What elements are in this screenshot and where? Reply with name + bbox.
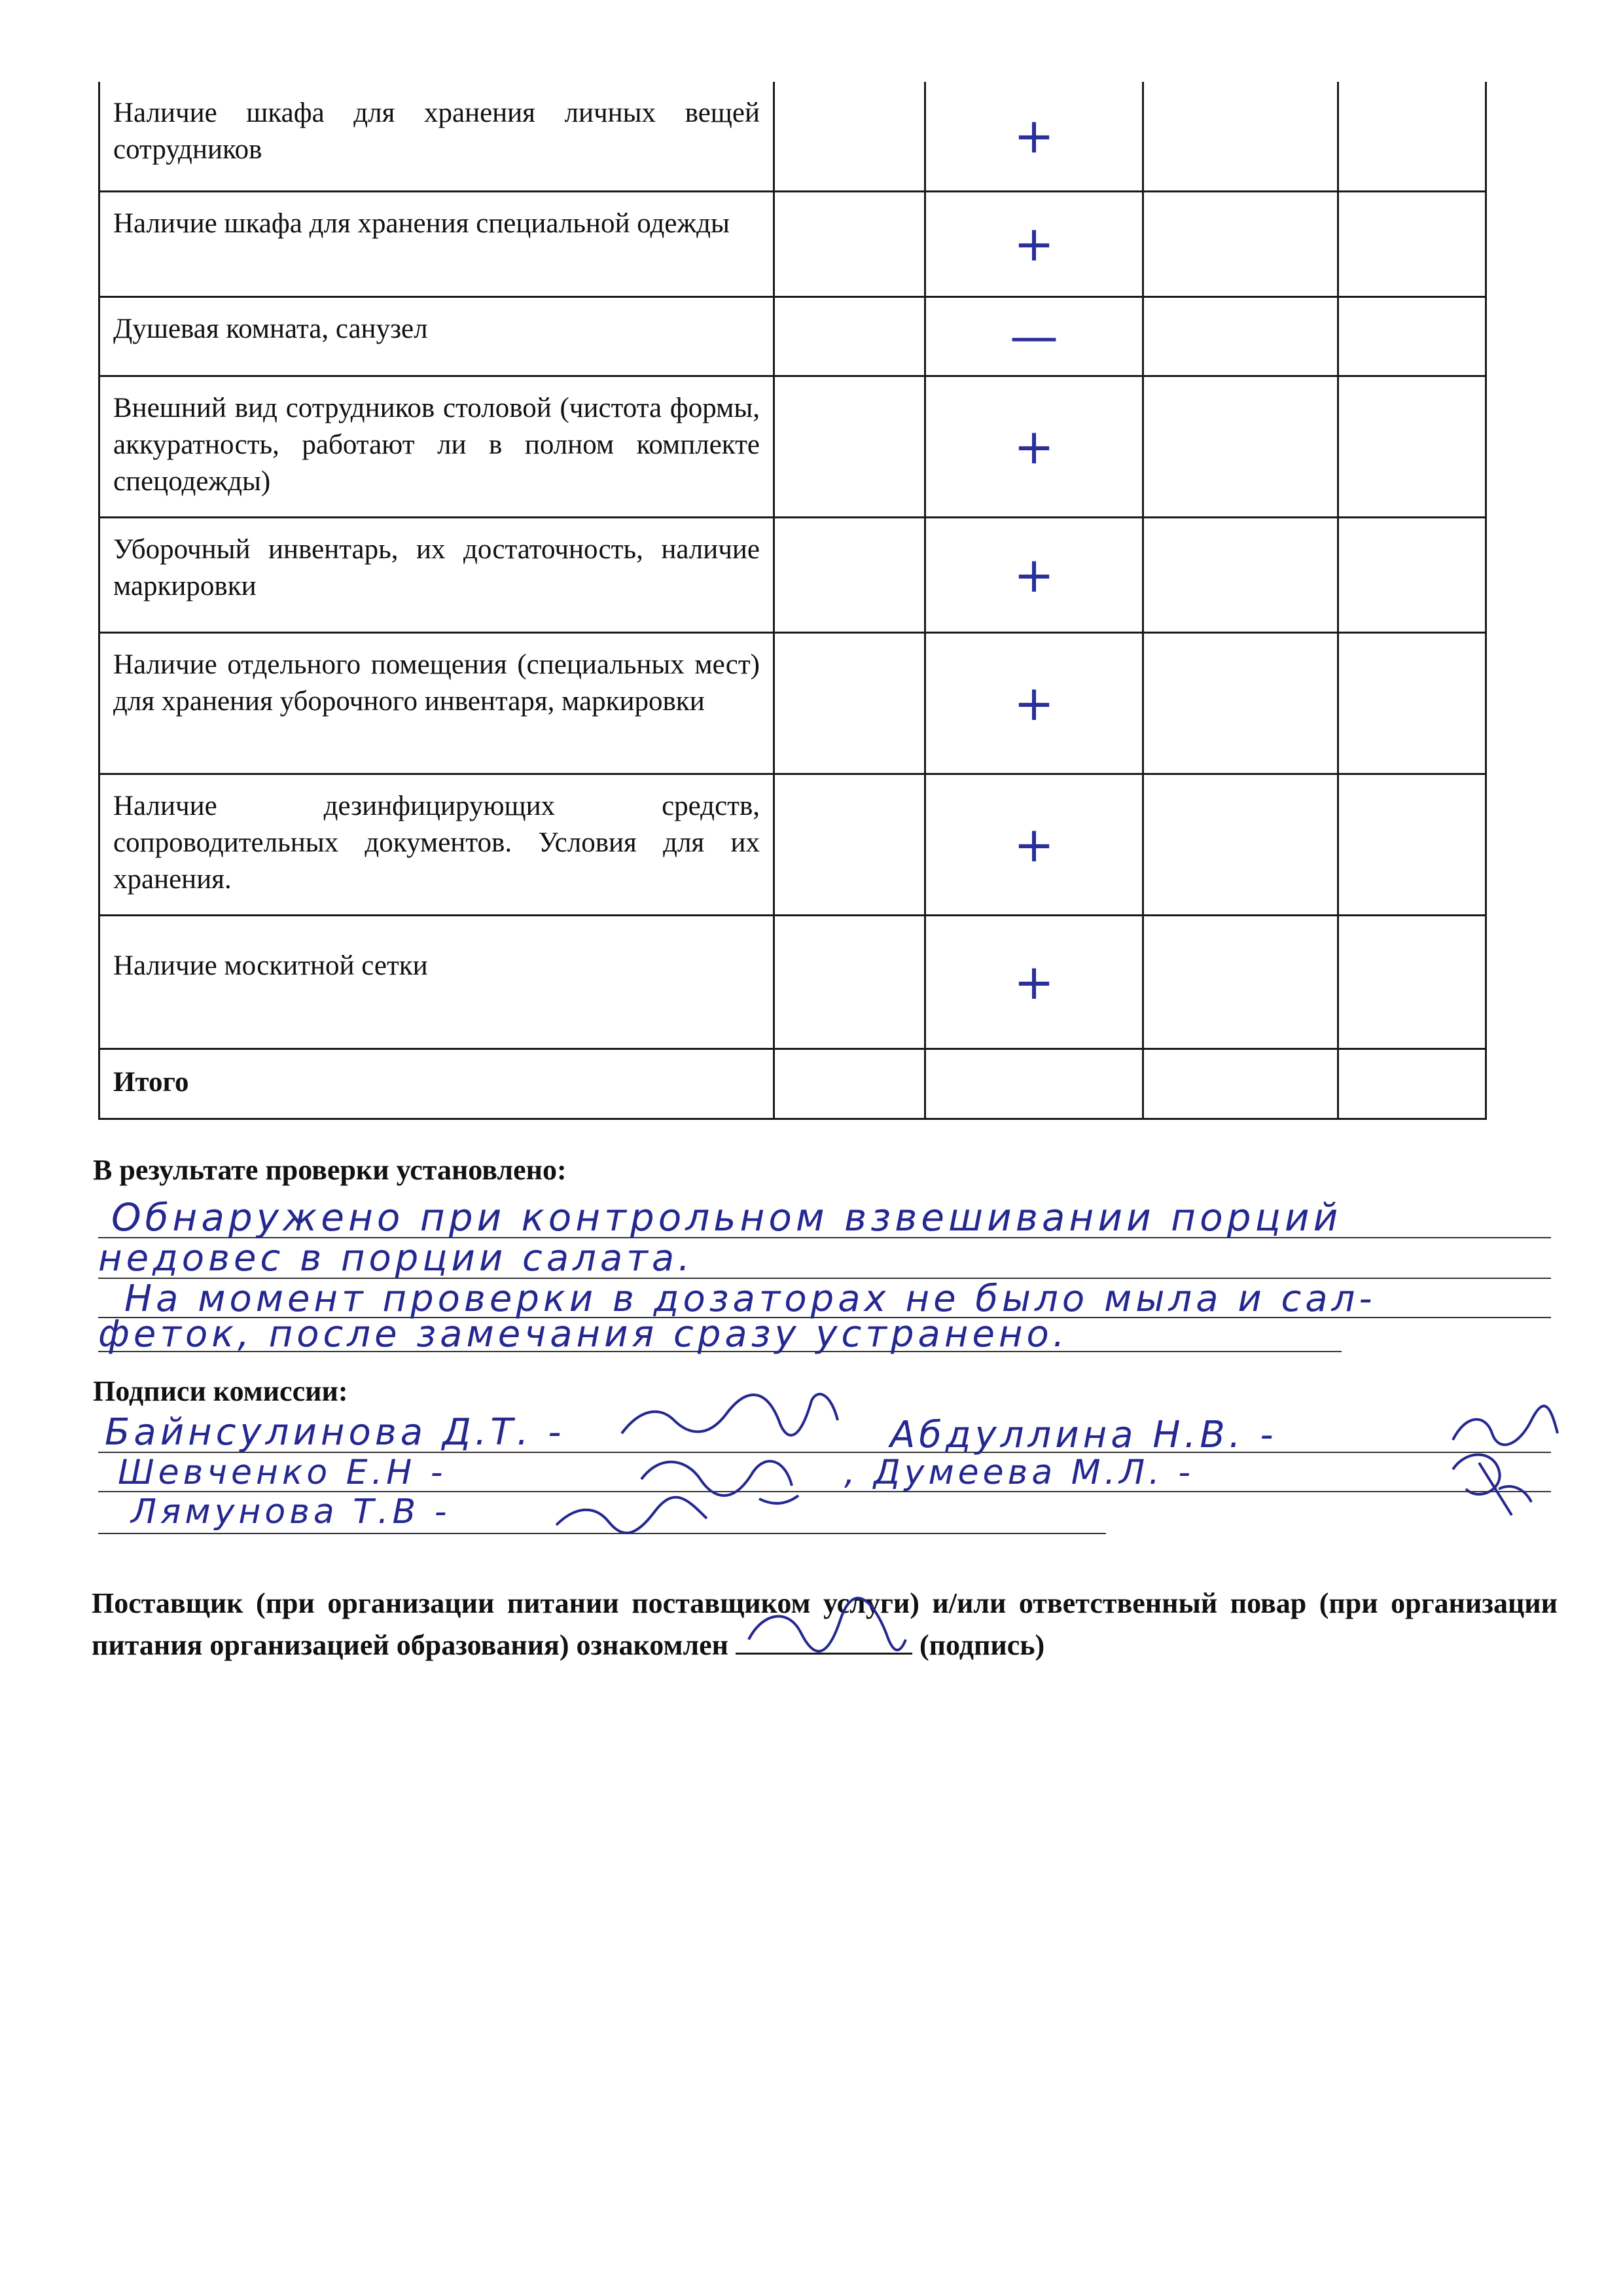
criterion-cell: Душевая комната, санузел [99, 297, 774, 376]
handwritten-mark: + [1013, 954, 1054, 1011]
empty-cell [774, 376, 925, 518]
handwritten-finding: феток, после замечания сразу устранено. [98, 1313, 1069, 1355]
empty-cell [1143, 192, 1338, 297]
commission-member: , Думеева М.Л. - [844, 1453, 1195, 1492]
handwritten-mark: + [1013, 418, 1054, 475]
criterion-cell: Уборочный инвентарь, их достаточность, наличие маркировки [99, 518, 774, 633]
ruled-line [98, 1533, 1106, 1534]
handwritten-mark: + [1013, 816, 1054, 873]
empty-cell [1338, 376, 1486, 518]
empty-cell [1338, 192, 1486, 297]
table-row [99, 297, 1486, 376]
commission-member: Шевченко Е.Н - [118, 1453, 447, 1492]
empty-cell [1143, 1049, 1338, 1119]
total-row [99, 1049, 1486, 1119]
signature-scribble [550, 1486, 720, 1545]
empty-cell [1143, 774, 1338, 916]
table-row [99, 633, 1486, 774]
table-row [99, 376, 1486, 518]
table-row [99, 192, 1486, 297]
supplier-text: Поставщик (при организации питании поставщиком услуги) и/или ответственный повар (при организации питания организацией образования) ознакомлен [92, 1587, 1558, 1661]
empty-cell [774, 82, 925, 192]
criterion-cell: Наличие москитной сетки [99, 916, 774, 1049]
table-row [99, 82, 1486, 192]
handwritten-mark: + [1013, 216, 1054, 272]
empty-cell [774, 1049, 925, 1119]
empty-cell [925, 1049, 1143, 1119]
commission-heading: Подписи комиссии: [93, 1375, 348, 1407]
mark-cell [925, 916, 1143, 1049]
table-row [99, 518, 1486, 633]
supplier-acknowledgement [92, 1583, 1558, 1666]
handwritten-mark: + [1013, 547, 1054, 603]
empty-cell [1338, 916, 1486, 1049]
empty-cell [1338, 297, 1486, 376]
handwritten-mark: — [1010, 308, 1058, 365]
commission-member: Лямунова Т.В - [131, 1492, 451, 1532]
handwritten-mark: + [1013, 108, 1054, 164]
total-label: Итого [99, 1049, 774, 1119]
criterion-cell: Наличие дезинфицирующих средств, сопроводительных документов. Условия для их хранения. [99, 774, 774, 916]
table-row [99, 774, 1486, 916]
empty-cell [1143, 376, 1338, 518]
empty-cell [774, 192, 925, 297]
signature-caption: (подпись) [919, 1629, 1045, 1661]
empty-cell [774, 633, 925, 774]
empty-cell [1143, 518, 1338, 633]
empty-cell [1143, 633, 1338, 774]
mark-cell [925, 518, 1143, 633]
findings-heading: В результате проверки установлено: [93, 1154, 567, 1186]
empty-cell [1338, 1049, 1486, 1119]
handwritten-finding: Обнаружено при контрольном взвешивании порций [111, 1195, 1342, 1240]
empty-cell [774, 774, 925, 916]
criterion-cell: Наличие шкафа для хранения специальной одежды [99, 192, 774, 297]
handwritten-finding: недовес в порции салата. [98, 1237, 694, 1280]
handwritten-finding: На момент проверки в дозаторах не было мыла и сал- [124, 1278, 1376, 1320]
empty-cell [1143, 916, 1338, 1049]
empty-cell [1338, 518, 1486, 633]
supplier-signature-line [736, 1626, 912, 1655]
empty-cell [1338, 82, 1486, 192]
commission-member: Байнсулинова Д.Т. - [105, 1411, 565, 1454]
criterion-cell: Наличие отдельного помещения (специальных мест) для хранения уборочного инвентаря, маркировки [99, 633, 774, 774]
criterion-cell: Внешний вид сотрудников столовой (чистота формы, аккуратность, работают ли в полном комплекте спецодежды) [99, 376, 774, 518]
empty-cell [1338, 633, 1486, 774]
mark-cell [925, 297, 1143, 376]
mark-cell [925, 376, 1143, 518]
mark-cell [925, 633, 1143, 774]
empty-cell [1143, 297, 1338, 376]
criterion-cell: Наличие шкафа для хранения личных вещей сотрудников [99, 82, 774, 192]
empty-cell [774, 297, 925, 376]
checklist-table [98, 82, 1487, 1120]
findings-lines [98, 1191, 1551, 1361]
handwritten-mark: + [1013, 675, 1054, 732]
mark-cell [925, 774, 1143, 916]
signature-scribble [1446, 1401, 1564, 1453]
empty-cell [1143, 82, 1338, 192]
signature-scribble [635, 1440, 805, 1512]
empty-cell [774, 518, 925, 633]
table-row [99, 916, 1486, 1049]
empty-cell [1338, 774, 1486, 916]
commission-lines [98, 1407, 1551, 1551]
commission-member: Абдуллина Н.В. - [890, 1414, 1277, 1456]
empty-cell [774, 916, 925, 1049]
mark-cell [925, 192, 1143, 297]
mark-cell [925, 82, 1143, 192]
signature-scribble [1440, 1443, 1538, 1522]
signature-scribble [615, 1381, 851, 1460]
